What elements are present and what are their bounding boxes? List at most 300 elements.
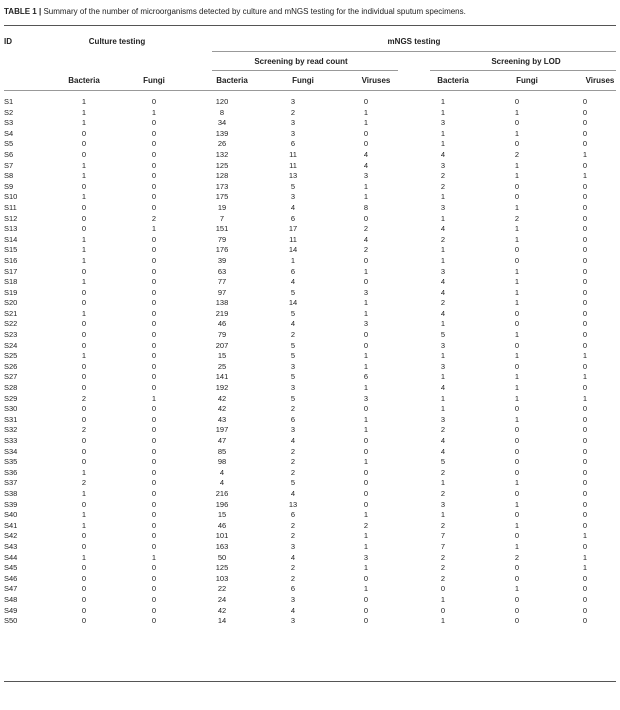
count-cell: 0 bbox=[81, 605, 87, 615]
count-cell: 0 bbox=[81, 499, 87, 509]
count-cell: 7 bbox=[440, 531, 446, 541]
count-cell: 0 bbox=[582, 520, 588, 530]
count-cell: 3 bbox=[290, 128, 296, 138]
count-cell: 3 bbox=[290, 118, 296, 128]
count-cell: 1 bbox=[440, 616, 446, 626]
count-cell: 173 bbox=[215, 181, 229, 191]
count-cell: 0 bbox=[151, 520, 157, 530]
count-cell: 1 bbox=[363, 192, 369, 202]
count-cell: 3 bbox=[290, 97, 296, 106]
count-cell: 1 bbox=[81, 107, 87, 117]
count-cell: 151 bbox=[215, 224, 229, 234]
table-row bbox=[4, 510, 616, 521]
count-cell: 0 bbox=[582, 287, 588, 297]
count-cell: 0 bbox=[363, 139, 369, 149]
count-cell: 0 bbox=[151, 531, 157, 541]
count-cell: 0 bbox=[514, 139, 520, 149]
specimen-id-cell: S23 bbox=[4, 330, 18, 340]
count-cell: 0 bbox=[81, 149, 87, 159]
count-cell: 0 bbox=[514, 319, 520, 329]
count-cell: 0 bbox=[81, 383, 87, 393]
count-cell: 4 bbox=[440, 149, 446, 159]
count-cell: 0 bbox=[582, 97, 588, 106]
count-cell: 0 bbox=[582, 361, 588, 371]
table-row bbox=[4, 457, 616, 468]
table-row bbox=[4, 606, 616, 617]
count-cell: 0 bbox=[81, 340, 87, 350]
count-cell: 0 bbox=[81, 584, 87, 594]
count-cell: 2 bbox=[290, 107, 296, 117]
count-cell: 0 bbox=[582, 340, 588, 350]
count-cell: 0 bbox=[151, 171, 157, 181]
count-cell: 132 bbox=[215, 149, 229, 159]
count-cell: 4 bbox=[440, 224, 446, 234]
count-cell: 4 bbox=[219, 467, 225, 477]
count-cell: 0 bbox=[582, 457, 588, 467]
count-cell: 46 bbox=[217, 319, 227, 329]
header-bottom-rule bbox=[4, 90, 616, 91]
specimen-id-cell: S32 bbox=[4, 425, 18, 435]
table-row bbox=[4, 489, 616, 500]
table-row bbox=[4, 584, 616, 595]
count-cell: 1 bbox=[514, 584, 520, 594]
count-cell: 0 bbox=[514, 436, 520, 445]
count-cell: 0 bbox=[81, 213, 87, 223]
count-cell: 3 bbox=[290, 541, 296, 551]
count-cell: 15 bbox=[217, 351, 227, 361]
header-read-viruses: Viruses bbox=[361, 76, 391, 85]
count-cell: 2 bbox=[440, 552, 446, 562]
table-row bbox=[4, 521, 616, 532]
count-cell: 0 bbox=[514, 308, 520, 318]
count-cell: 0 bbox=[363, 573, 369, 583]
table-row bbox=[4, 203, 616, 214]
count-cell: 3 bbox=[290, 616, 296, 626]
count-cell: 3 bbox=[440, 414, 446, 424]
count-cell: 141 bbox=[215, 372, 229, 382]
specimen-id-cell: S29 bbox=[4, 393, 18, 403]
table-row bbox=[4, 319, 616, 330]
count-cell: 8 bbox=[363, 202, 369, 212]
count-cell: 0 bbox=[151, 605, 157, 615]
count-cell: 3 bbox=[363, 393, 369, 403]
count-cell: 1 bbox=[363, 510, 369, 520]
specimen-id-cell: S38 bbox=[4, 488, 18, 498]
count-cell: 1 bbox=[440, 372, 446, 382]
count-cell: 0 bbox=[363, 277, 369, 287]
table-row bbox=[4, 182, 616, 193]
count-cell: 2 bbox=[440, 573, 446, 583]
count-cell: 3 bbox=[290, 192, 296, 202]
count-cell: 0 bbox=[81, 457, 87, 467]
count-cell: 0 bbox=[363, 436, 369, 445]
count-cell: 5 bbox=[290, 308, 296, 318]
count-cell: 0 bbox=[582, 245, 588, 255]
count-cell: 3 bbox=[440, 340, 446, 350]
count-cell: 1 bbox=[363, 414, 369, 424]
count-cell: 2 bbox=[290, 457, 296, 467]
bottom-rule bbox=[4, 681, 616, 682]
count-cell: 1 bbox=[363, 266, 369, 276]
count-cell: 0 bbox=[81, 404, 87, 414]
table-row bbox=[4, 298, 616, 309]
mngs-underline bbox=[212, 51, 616, 52]
count-cell: 2 bbox=[151, 213, 157, 223]
count-cell: 4 bbox=[440, 446, 446, 456]
count-cell: 1 bbox=[514, 277, 520, 287]
count-cell: 1 bbox=[440, 213, 446, 223]
count-cell: 0 bbox=[363, 478, 369, 488]
count-cell: 0 bbox=[151, 308, 157, 318]
table-row bbox=[4, 351, 616, 362]
count-cell: 0 bbox=[363, 616, 369, 626]
count-cell: 4 bbox=[290, 202, 296, 212]
count-cell: 1 bbox=[440, 192, 446, 202]
count-cell: 1 bbox=[514, 160, 520, 170]
count-cell: 1 bbox=[81, 510, 87, 520]
count-cell: 125 bbox=[215, 563, 229, 573]
count-cell: 0 bbox=[81, 372, 87, 382]
specimen-id-cell: S44 bbox=[4, 552, 18, 562]
count-cell: 5 bbox=[290, 340, 296, 350]
count-cell: 4 bbox=[363, 149, 369, 159]
count-cell: 0 bbox=[151, 118, 157, 128]
count-cell: 0 bbox=[151, 510, 157, 520]
count-cell: 1 bbox=[363, 298, 369, 308]
count-cell: 1 bbox=[363, 584, 369, 594]
table-row bbox=[4, 161, 616, 172]
count-cell: 0 bbox=[514, 361, 520, 371]
count-cell: 1 bbox=[151, 224, 157, 234]
count-cell: 1 bbox=[363, 181, 369, 191]
count-cell: 6 bbox=[363, 372, 369, 382]
count-cell: 1 bbox=[440, 245, 446, 255]
count-cell: 0 bbox=[514, 573, 520, 583]
count-cell: 1 bbox=[582, 531, 588, 541]
count-cell: 5 bbox=[290, 181, 296, 191]
count-cell: 0 bbox=[514, 425, 520, 435]
count-cell: 2 bbox=[290, 573, 296, 583]
specimen-id-cell: S27 bbox=[4, 372, 18, 382]
count-cell: 11 bbox=[289, 149, 297, 159]
specimen-id-cell: S19 bbox=[4, 287, 18, 297]
header-id: ID bbox=[4, 37, 12, 46]
count-cell: 1 bbox=[514, 224, 520, 234]
count-cell: 2 bbox=[514, 552, 520, 562]
table-row bbox=[4, 362, 616, 373]
count-cell: 1 bbox=[363, 361, 369, 371]
count-cell: 4 bbox=[363, 160, 369, 170]
count-cell: 0 bbox=[582, 266, 588, 276]
table-row bbox=[4, 553, 616, 564]
count-cell: 5 bbox=[290, 351, 296, 361]
count-cell: 0 bbox=[151, 499, 157, 509]
table-row bbox=[4, 372, 616, 383]
table-row bbox=[4, 341, 616, 352]
count-cell: 1 bbox=[440, 139, 446, 149]
count-cell: 192 bbox=[215, 383, 229, 393]
count-cell: 2 bbox=[290, 563, 296, 573]
count-cell: 4 bbox=[440, 277, 446, 287]
count-cell: 1 bbox=[582, 563, 588, 573]
table-caption-text: Summary of the number of microorganisms detected by culture and mNGS testing for the individual sputum specimens. bbox=[43, 7, 466, 16]
specimen-id-cell: S30 bbox=[4, 404, 18, 414]
specimen-id-cell: S9 bbox=[4, 181, 14, 191]
count-cell: 0 bbox=[514, 467, 520, 477]
table-row bbox=[4, 425, 616, 436]
count-cell: 1 bbox=[81, 351, 87, 361]
count-cell: 5 bbox=[290, 287, 296, 297]
table-row bbox=[4, 108, 616, 119]
table-row bbox=[4, 468, 616, 479]
count-cell: 22 bbox=[217, 584, 227, 594]
table-row bbox=[4, 478, 616, 489]
specimen-id-cell: S33 bbox=[4, 436, 18, 445]
count-cell: 0 bbox=[582, 181, 588, 191]
specimen-id-cell: S24 bbox=[4, 340, 18, 350]
count-cell: 0 bbox=[514, 97, 520, 106]
header-culture-testing: Culture testing bbox=[88, 37, 146, 46]
count-cell: 0 bbox=[514, 510, 520, 520]
count-cell: 43 bbox=[217, 414, 227, 424]
count-cell: 0 bbox=[151, 202, 157, 212]
count-cell: 0 bbox=[151, 160, 157, 170]
count-cell: 0 bbox=[582, 499, 588, 509]
count-cell: 0 bbox=[151, 383, 157, 393]
count-cell: 1 bbox=[514, 128, 520, 138]
header-screening-lod: Screening by LOD bbox=[491, 57, 561, 66]
header-mngs-testing: mNGS testing bbox=[387, 37, 441, 46]
count-cell: 0 bbox=[151, 330, 157, 340]
count-cell: 1 bbox=[363, 541, 369, 551]
count-cell: 197 bbox=[215, 425, 229, 435]
count-cell: 0 bbox=[151, 181, 157, 191]
count-cell: 2 bbox=[440, 181, 446, 191]
count-cell: 0 bbox=[582, 107, 588, 117]
count-cell: 0 bbox=[582, 139, 588, 149]
count-cell: 0 bbox=[151, 266, 157, 276]
count-cell: 3 bbox=[363, 552, 369, 562]
table-row bbox=[4, 394, 616, 405]
count-cell: 39 bbox=[217, 255, 227, 265]
count-cell: 1 bbox=[514, 414, 520, 424]
specimen-id-cell: S37 bbox=[4, 478, 18, 488]
count-cell: 24 bbox=[217, 594, 227, 604]
table-row bbox=[4, 447, 616, 458]
table-row bbox=[4, 330, 616, 341]
specimen-id-cell: S42 bbox=[4, 531, 18, 541]
count-cell: 1 bbox=[81, 118, 87, 128]
count-cell: 0 bbox=[151, 584, 157, 594]
count-cell: 0 bbox=[81, 446, 87, 456]
count-cell: 6 bbox=[290, 414, 296, 424]
count-cell: 120 bbox=[215, 97, 229, 106]
specimen-id-cell: S40 bbox=[4, 510, 18, 520]
count-cell: 42 bbox=[217, 404, 227, 414]
count-cell: 0 bbox=[151, 372, 157, 382]
table-row bbox=[4, 500, 616, 511]
count-cell: 2 bbox=[290, 446, 296, 456]
specimen-id-cell: S13 bbox=[4, 224, 18, 234]
count-cell: 0 bbox=[151, 234, 157, 244]
count-cell: 0 bbox=[582, 488, 588, 498]
count-cell: 1 bbox=[363, 457, 369, 467]
count-cell: 19 bbox=[217, 202, 227, 212]
count-cell: 0 bbox=[151, 446, 157, 456]
count-cell: 3 bbox=[290, 361, 296, 371]
count-cell: 0 bbox=[582, 383, 588, 393]
count-cell: 3 bbox=[290, 425, 296, 435]
count-cell: 42 bbox=[217, 605, 227, 615]
count-cell: 2 bbox=[290, 467, 296, 477]
count-cell: 1 bbox=[514, 266, 520, 276]
count-cell: 4 bbox=[363, 234, 369, 244]
count-cell: 4 bbox=[440, 436, 446, 445]
specimen-id-cell: S16 bbox=[4, 255, 18, 265]
table-row bbox=[4, 277, 616, 288]
count-cell: 0 bbox=[363, 213, 369, 223]
count-cell: 1 bbox=[81, 245, 87, 255]
count-cell: 3 bbox=[440, 202, 446, 212]
count-cell: 2 bbox=[290, 520, 296, 530]
count-cell: 0 bbox=[582, 584, 588, 594]
count-cell: 1 bbox=[440, 107, 446, 117]
count-cell: 5 bbox=[440, 457, 446, 467]
count-cell: 0 bbox=[582, 202, 588, 212]
count-cell: 0 bbox=[582, 277, 588, 287]
specimen-id-cell: S47 bbox=[4, 584, 18, 594]
count-cell: 1 bbox=[440, 319, 446, 329]
count-cell: 3 bbox=[440, 499, 446, 509]
count-cell: 4 bbox=[290, 605, 296, 615]
count-cell: 2 bbox=[514, 149, 520, 159]
count-cell: 2 bbox=[440, 563, 446, 573]
count-cell: 2 bbox=[290, 330, 296, 340]
specimen-id-cell: S11 bbox=[4, 202, 17, 212]
specimen-id-cell: S1 bbox=[4, 97, 14, 106]
count-cell: 1 bbox=[582, 393, 588, 403]
count-cell: 0 bbox=[514, 118, 520, 128]
count-cell: 0 bbox=[514, 404, 520, 414]
count-cell: 4 bbox=[290, 552, 296, 562]
specimen-id-cell: S28 bbox=[4, 383, 18, 393]
table-row bbox=[4, 171, 616, 182]
count-cell: 196 bbox=[215, 499, 229, 509]
count-cell: 3 bbox=[440, 361, 446, 371]
count-cell: 0 bbox=[81, 266, 87, 276]
count-cell: 0 bbox=[151, 457, 157, 467]
specimen-id-cell: S2 bbox=[4, 107, 14, 117]
count-cell: 2 bbox=[363, 520, 369, 530]
count-cell: 0 bbox=[81, 531, 87, 541]
count-cell: 1 bbox=[514, 171, 520, 181]
count-cell: 0 bbox=[582, 446, 588, 456]
table-row bbox=[4, 404, 616, 415]
table-row bbox=[4, 574, 616, 585]
specimen-id-cell: S45 bbox=[4, 563, 18, 573]
count-cell: 2 bbox=[440, 298, 446, 308]
count-cell: 0 bbox=[514, 255, 520, 265]
count-cell: 0 bbox=[363, 594, 369, 604]
count-cell: 6 bbox=[290, 510, 296, 520]
count-cell: 0 bbox=[151, 594, 157, 604]
specimen-id-cell: S3 bbox=[4, 118, 14, 128]
count-cell: 0 bbox=[440, 584, 446, 594]
count-cell: 0 bbox=[81, 436, 87, 445]
count-cell: 0 bbox=[582, 467, 588, 477]
count-cell: 0 bbox=[363, 330, 369, 340]
count-cell: 0 bbox=[514, 192, 520, 202]
count-cell: 1 bbox=[440, 404, 446, 414]
count-cell: 63 bbox=[217, 266, 227, 276]
count-cell: 25 bbox=[217, 361, 227, 371]
count-cell: 0 bbox=[514, 488, 520, 498]
count-cell: 0 bbox=[81, 573, 87, 583]
count-cell: 0 bbox=[582, 319, 588, 329]
count-cell: 5 bbox=[290, 478, 296, 488]
count-cell: 5 bbox=[290, 393, 296, 403]
count-cell: 4 bbox=[290, 488, 296, 498]
count-cell: 0 bbox=[81, 287, 87, 297]
count-cell: 2 bbox=[440, 234, 446, 244]
count-cell: 47 bbox=[217, 436, 227, 445]
count-cell: 1 bbox=[81, 488, 87, 498]
count-cell: 0 bbox=[363, 340, 369, 350]
table-row bbox=[4, 139, 616, 150]
specimen-id-cell: S20 bbox=[4, 298, 18, 308]
count-cell: 1 bbox=[290, 255, 296, 265]
count-cell: 1 bbox=[514, 393, 520, 403]
count-cell: 0 bbox=[151, 255, 157, 265]
count-cell: 1 bbox=[363, 563, 369, 573]
count-cell: 98 bbox=[217, 457, 227, 467]
table-row bbox=[4, 256, 616, 267]
count-cell: 14 bbox=[288, 245, 298, 255]
count-cell: 1 bbox=[582, 552, 588, 562]
count-cell: 1 bbox=[440, 594, 446, 604]
count-cell: 0 bbox=[151, 287, 157, 297]
count-cell: 0 bbox=[363, 446, 369, 456]
specimen-id-cell: S12 bbox=[4, 213, 18, 223]
count-cell: 0 bbox=[81, 202, 87, 212]
count-cell: 1 bbox=[440, 510, 446, 520]
count-cell: 0 bbox=[363, 404, 369, 414]
count-cell: 176 bbox=[215, 245, 229, 255]
count-cell: 0 bbox=[151, 149, 157, 159]
count-cell: 0 bbox=[151, 488, 157, 498]
table-row bbox=[4, 595, 616, 606]
count-cell: 0 bbox=[151, 340, 157, 350]
specimen-id-cell: S17 bbox=[4, 266, 18, 276]
count-cell: 8 bbox=[219, 107, 225, 117]
table-row bbox=[4, 235, 616, 246]
count-cell: 2 bbox=[81, 425, 87, 435]
count-cell: 0 bbox=[81, 414, 87, 424]
count-cell: 0 bbox=[582, 298, 588, 308]
count-cell: 207 bbox=[215, 340, 229, 350]
count-cell: 0 bbox=[514, 446, 520, 456]
count-cell: 1 bbox=[440, 351, 446, 361]
specimen-id-cell: S18 bbox=[4, 277, 18, 287]
count-cell: 0 bbox=[151, 467, 157, 477]
count-cell: 0 bbox=[81, 616, 87, 626]
data-table bbox=[4, 97, 616, 627]
count-cell: 0 bbox=[151, 319, 157, 329]
count-cell: 0 bbox=[582, 404, 588, 414]
count-cell: 0 bbox=[582, 436, 588, 445]
specimen-id-cell: S31 bbox=[4, 414, 18, 424]
table-row bbox=[4, 531, 616, 542]
